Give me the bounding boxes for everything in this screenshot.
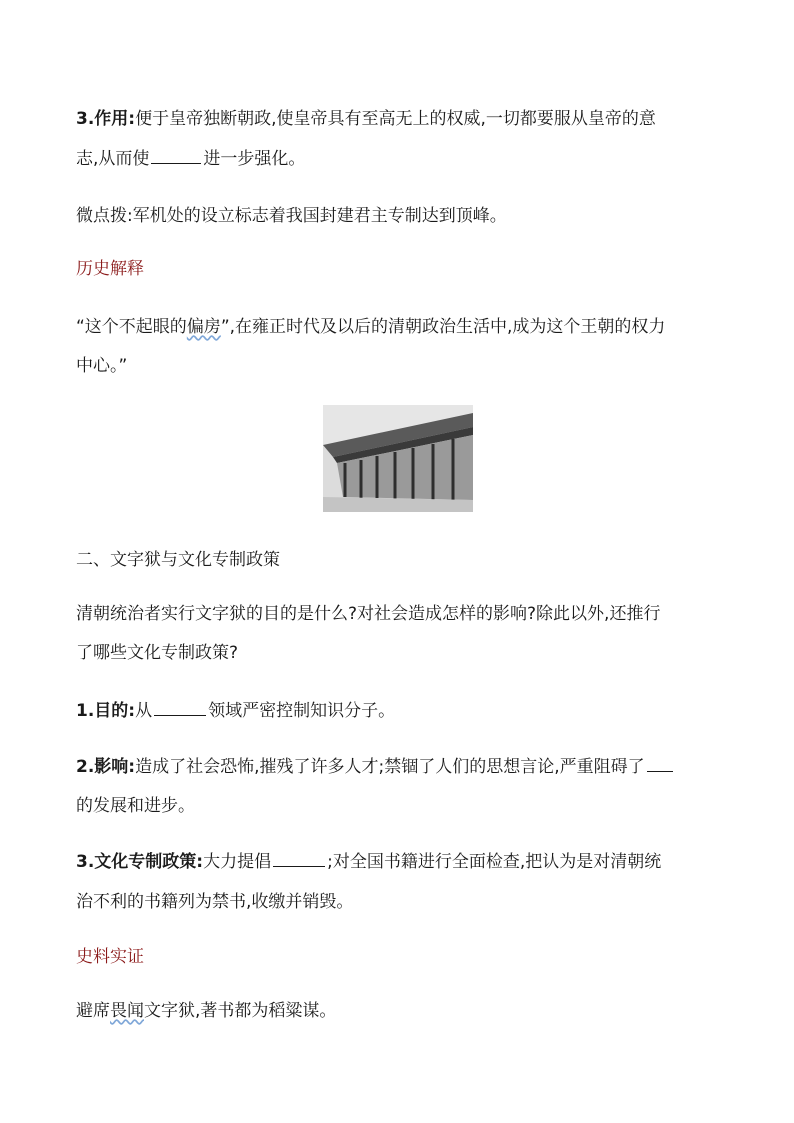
item-purpose: [76, 700, 395, 722]
text-segment: 文字狱,著书都为稻粱谋。: [144, 1001, 337, 1021]
text-segment: 大力提倡: [203, 852, 272, 872]
building-illustration: [323, 405, 473, 512]
item-policy-line2: 治不利的书籍列为禁书,收缴并销毁。: [76, 892, 354, 912]
item-impact: [76, 756, 675, 778]
quote-line1: [76, 316, 665, 338]
text-segment: 造成了社会恐怖,摧残了许多人才;禁锢了人们的思想言论,严重阻碍了: [135, 757, 645, 777]
text-segment: 从: [135, 701, 153, 721]
item-impact-line2: 的发展和进步。: [76, 796, 195, 816]
section-heading-2: 二、文字狱与文化专制政策: [76, 550, 280, 570]
paragraph-function-line2: [76, 148, 305, 170]
answer-blank[interactable]: [273, 852, 325, 867]
paragraph-function: [76, 108, 656, 130]
question-line1: 清朝统治者实行文字狱的目的是什么?对社会造成怎样的影响?除此以外,还推行: [76, 604, 661, 624]
text-segment: 避席: [76, 1001, 110, 1021]
building-photo: [323, 405, 473, 512]
item-label: 3.作用:: [76, 109, 136, 129]
quote-line2: 中心。”: [76, 356, 128, 376]
text-segment: ;对全国书籍进行全面检查,把认为是对清朝统: [327, 852, 662, 872]
question-line2: 了哪些文化专制政策?: [76, 643, 239, 663]
answer-blank[interactable]: [647, 757, 673, 772]
answer-blank[interactable]: [151, 149, 201, 164]
tip-paragraph: 微点拨:军机处的设立标志着我国封建君主专制达到顶峰。: [76, 206, 507, 226]
section-title-history-interpretation: 历史解释: [76, 259, 144, 279]
item-policy: [76, 851, 661, 873]
item-label: 2.影响:: [76, 757, 136, 777]
item-label: 3.文化专制政策:: [76, 852, 204, 872]
answer-blank[interactable]: [154, 701, 206, 716]
text-segment: ”,在雍正时代及以后的清朝政治生活中,成为这个王朝的权力: [220, 317, 666, 337]
text-segment: “这个不起眼的: [76, 317, 187, 337]
text-segment: 进一步强化。: [203, 149, 306, 169]
last-paragraph: [76, 1000, 336, 1022]
wavy-underlined-word: 偏房: [186, 317, 221, 337]
text-segment: 志,从而使: [76, 149, 150, 169]
text-segment: 领域严密控制知识分子。: [208, 701, 396, 721]
section-title-evidence: 史料实证: [76, 947, 144, 967]
wavy-underlined-word: 畏闻: [110, 1001, 144, 1021]
item-label: 1.目的:: [76, 701, 136, 721]
item-text: 便于皇帝独断朝政,使皇帝具有至高无上的权威,一切都要服从皇帝的意: [135, 109, 656, 129]
